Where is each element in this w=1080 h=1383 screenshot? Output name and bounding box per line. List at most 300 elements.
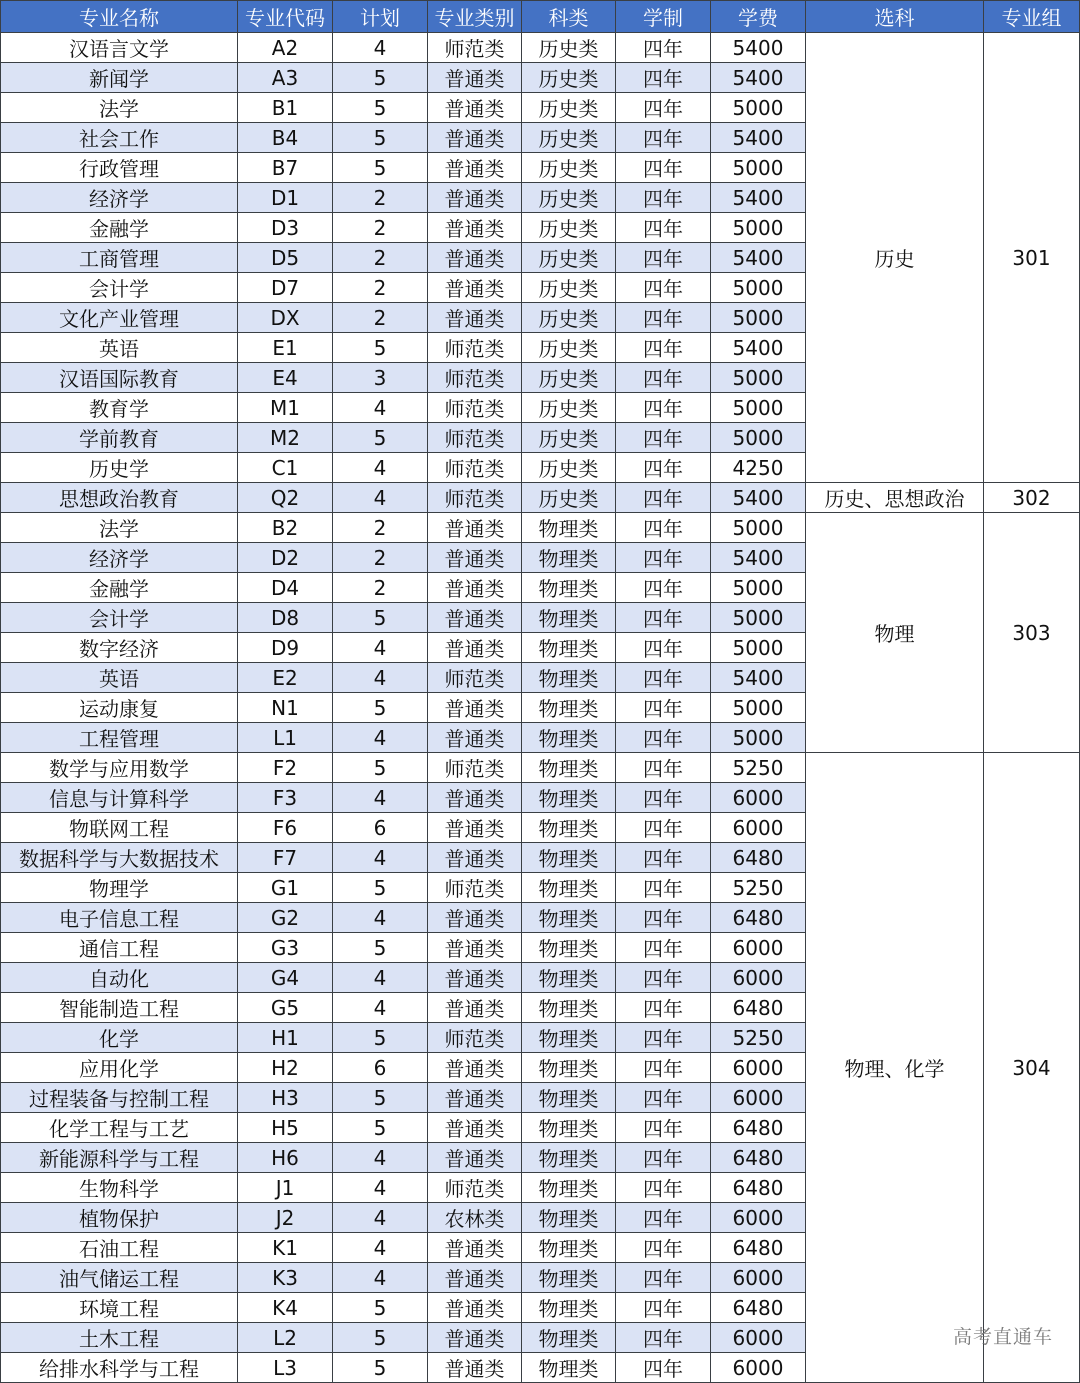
major-code-cell: B7 bbox=[238, 153, 333, 183]
duration-cell: 四年 bbox=[616, 483, 711, 513]
major-name-cell: 土木工程 bbox=[1, 1323, 238, 1353]
plan-cell: 5 bbox=[333, 423, 428, 453]
major-code-cell: H3 bbox=[238, 1083, 333, 1113]
major-code-cell: K4 bbox=[238, 1293, 333, 1323]
fee-cell: 5000 bbox=[711, 93, 806, 123]
plan-cell: 4 bbox=[333, 663, 428, 693]
duration-cell: 四年 bbox=[616, 243, 711, 273]
category-cell: 师范类 bbox=[428, 33, 522, 63]
category-cell: 普通类 bbox=[428, 123, 522, 153]
category-cell: 普通类 bbox=[428, 63, 522, 93]
major-name-cell: 工商管理 bbox=[1, 243, 238, 273]
duration-cell: 四年 bbox=[616, 1323, 711, 1353]
track-cell: 物理类 bbox=[522, 633, 616, 663]
plan-cell: 5 bbox=[333, 1023, 428, 1053]
duration-cell: 四年 bbox=[616, 603, 711, 633]
category-cell: 普通类 bbox=[428, 1083, 522, 1113]
watermark-text: 高考直通车 bbox=[952, 1326, 1053, 1348]
plan-cell: 5 bbox=[333, 603, 428, 633]
plan-cell: 3 bbox=[333, 363, 428, 393]
fee-cell: 6000 bbox=[711, 963, 806, 993]
major-code-cell: H5 bbox=[238, 1113, 333, 1143]
major-code-cell: D8 bbox=[238, 603, 333, 633]
major-name-cell: 思想政治教育 bbox=[1, 483, 238, 513]
major-code-cell: M2 bbox=[238, 423, 333, 453]
header-major-name: 专业名称 bbox=[1, 1, 238, 33]
plan-cell: 2 bbox=[333, 183, 428, 213]
plan-cell: 5 bbox=[333, 63, 428, 93]
category-cell: 普通类 bbox=[428, 843, 522, 873]
major-code-cell: G2 bbox=[238, 903, 333, 933]
category-cell: 普通类 bbox=[428, 213, 522, 243]
fee-cell: 5000 bbox=[711, 363, 806, 393]
category-cell: 普通类 bbox=[428, 1053, 522, 1083]
fee-cell: 6000 bbox=[711, 1203, 806, 1233]
header-row bbox=[1, 1, 1080, 33]
major-code-cell: D3 bbox=[238, 213, 333, 243]
track-cell: 历史类 bbox=[522, 213, 616, 243]
plan-cell: 5 bbox=[333, 693, 428, 723]
track-cell: 历史类 bbox=[522, 33, 616, 63]
duration-cell: 四年 bbox=[616, 1293, 711, 1323]
plan-cell: 2 bbox=[333, 513, 428, 543]
duration-cell: 四年 bbox=[616, 333, 711, 363]
major-code-cell: H1 bbox=[238, 1023, 333, 1053]
category-cell: 师范类 bbox=[428, 753, 522, 783]
major-name-cell: 石油工程 bbox=[1, 1233, 238, 1263]
duration-cell: 四年 bbox=[616, 543, 711, 573]
duration-cell: 四年 bbox=[616, 423, 711, 453]
plan-cell: 5 bbox=[333, 1353, 428, 1383]
category-cell: 农林类 bbox=[428, 1203, 522, 1233]
major-name-cell: 法学 bbox=[1, 513, 238, 543]
track-cell: 历史类 bbox=[522, 243, 616, 273]
track-cell: 物理类 bbox=[522, 693, 616, 723]
category-cell: 普通类 bbox=[428, 933, 522, 963]
duration-cell: 四年 bbox=[616, 153, 711, 183]
major-code-cell: J1 bbox=[238, 1173, 333, 1203]
category-cell: 师范类 bbox=[428, 423, 522, 453]
fee-cell: 5250 bbox=[711, 1023, 806, 1053]
major-name-cell: 通信工程 bbox=[1, 933, 238, 963]
major-code-cell: G5 bbox=[238, 993, 333, 1023]
group-code-cell: 304 bbox=[984, 753, 1080, 1383]
major-code-cell: D2 bbox=[238, 543, 333, 573]
duration-cell: 四年 bbox=[616, 33, 711, 63]
fee-cell: 6000 bbox=[711, 783, 806, 813]
duration-cell: 四年 bbox=[616, 813, 711, 843]
major-code-cell: L2 bbox=[238, 1323, 333, 1353]
category-cell: 普通类 bbox=[428, 603, 522, 633]
major-code-cell: D5 bbox=[238, 243, 333, 273]
duration-cell: 四年 bbox=[616, 843, 711, 873]
track-cell: 物理类 bbox=[522, 1113, 616, 1143]
major-name-cell: 数字经济 bbox=[1, 633, 238, 663]
plan-cell: 5 bbox=[333, 873, 428, 903]
major-name-cell: 会计学 bbox=[1, 273, 238, 303]
major-name-cell: 数据科学与大数据技术 bbox=[1, 843, 238, 873]
duration-cell: 四年 bbox=[616, 1113, 711, 1143]
fee-cell: 5000 bbox=[711, 423, 806, 453]
major-code-cell: DX bbox=[238, 303, 333, 333]
major-name-cell: 化学 bbox=[1, 1023, 238, 1053]
major-code-cell: D9 bbox=[238, 633, 333, 663]
major-code-cell: Q2 bbox=[238, 483, 333, 513]
duration-cell: 四年 bbox=[616, 1083, 711, 1113]
track-cell: 物理类 bbox=[522, 1053, 616, 1083]
duration-cell: 四年 bbox=[616, 993, 711, 1023]
category-cell: 普通类 bbox=[428, 1233, 522, 1263]
plan-cell: 4 bbox=[333, 633, 428, 663]
major-code-cell: G1 bbox=[238, 873, 333, 903]
major-code-cell: G4 bbox=[238, 963, 333, 993]
duration-cell: 四年 bbox=[616, 933, 711, 963]
plan-cell: 5 bbox=[333, 1293, 428, 1323]
major-name-cell: 英语 bbox=[1, 333, 238, 363]
plan-cell: 5 bbox=[333, 933, 428, 963]
duration-cell: 四年 bbox=[616, 183, 711, 213]
major-name-cell: 生物科学 bbox=[1, 1173, 238, 1203]
fee-cell: 5000 bbox=[711, 273, 806, 303]
fee-cell: 5000 bbox=[711, 153, 806, 183]
track-cell: 历史类 bbox=[522, 123, 616, 153]
duration-cell: 四年 bbox=[616, 1203, 711, 1233]
plan-cell: 4 bbox=[333, 1263, 428, 1293]
subjects-cell: 历史、思想政治 bbox=[806, 483, 984, 513]
fee-cell: 5250 bbox=[711, 753, 806, 783]
group-code-cell: 303 bbox=[984, 513, 1080, 753]
fee-cell: 6000 bbox=[711, 1083, 806, 1113]
major-name-cell: 金融学 bbox=[1, 573, 238, 603]
category-cell: 师范类 bbox=[428, 333, 522, 363]
plan-cell: 2 bbox=[333, 213, 428, 243]
plan-cell: 4 bbox=[333, 783, 428, 813]
category-cell: 普通类 bbox=[428, 783, 522, 813]
fee-cell: 5000 bbox=[711, 603, 806, 633]
track-cell: 历史类 bbox=[522, 273, 616, 303]
plan-cell: 4 bbox=[333, 843, 428, 873]
category-cell: 普通类 bbox=[428, 273, 522, 303]
fee-cell: 5400 bbox=[711, 183, 806, 213]
track-cell: 物理类 bbox=[522, 1173, 616, 1203]
plan-cell: 2 bbox=[333, 303, 428, 333]
major-code-cell: D1 bbox=[238, 183, 333, 213]
duration-cell: 四年 bbox=[616, 663, 711, 693]
category-cell: 普通类 bbox=[428, 693, 522, 723]
duration-cell: 四年 bbox=[616, 123, 711, 153]
category-cell: 普通类 bbox=[428, 1323, 522, 1353]
category-cell: 师范类 bbox=[428, 363, 522, 393]
category-cell: 普通类 bbox=[428, 543, 522, 573]
group-code-cell: 302 bbox=[984, 483, 1080, 513]
category-cell: 普通类 bbox=[428, 1293, 522, 1323]
duration-cell: 四年 bbox=[616, 1173, 711, 1203]
duration-cell: 四年 bbox=[616, 633, 711, 663]
duration-cell: 四年 bbox=[616, 903, 711, 933]
major-name-cell: 应用化学 bbox=[1, 1053, 238, 1083]
plan-cell: 5 bbox=[333, 333, 428, 363]
duration-cell: 四年 bbox=[616, 1353, 711, 1383]
major-name-cell: 给排水科学与工程 bbox=[1, 1353, 238, 1383]
fee-cell: 6000 bbox=[711, 1353, 806, 1383]
plan-cell: 5 bbox=[333, 153, 428, 183]
major-code-cell: A3 bbox=[238, 63, 333, 93]
major-name-cell: 历史学 bbox=[1, 453, 238, 483]
plan-cell: 5 bbox=[333, 1323, 428, 1353]
track-cell: 物理类 bbox=[522, 543, 616, 573]
fee-cell: 6000 bbox=[711, 1053, 806, 1083]
fee-cell: 6480 bbox=[711, 1233, 806, 1263]
track-cell: 物理类 bbox=[522, 1233, 616, 1263]
track-cell: 物理类 bbox=[522, 1023, 616, 1053]
table-row bbox=[1, 33, 1080, 63]
major-name-cell: 信息与计算科学 bbox=[1, 783, 238, 813]
track-cell: 物理类 bbox=[522, 903, 616, 933]
subjects-cell: 物理 bbox=[806, 513, 984, 753]
track-cell: 物理类 bbox=[522, 573, 616, 603]
major-code-cell: J2 bbox=[238, 1203, 333, 1233]
category-cell: 师范类 bbox=[428, 1023, 522, 1053]
category-cell: 普通类 bbox=[428, 93, 522, 123]
major-name-cell: 物联网工程 bbox=[1, 813, 238, 843]
table-body bbox=[1, 33, 1080, 1383]
plan-cell: 4 bbox=[333, 453, 428, 483]
track-cell: 物理类 bbox=[522, 723, 616, 753]
plan-cell: 2 bbox=[333, 273, 428, 303]
track-cell: 历史类 bbox=[522, 183, 616, 213]
header-major-code: 专业代码 bbox=[238, 1, 333, 33]
plan-cell: 4 bbox=[333, 1173, 428, 1203]
major-name-cell: 行政管理 bbox=[1, 153, 238, 183]
major-name-cell: 过程装备与控制工程 bbox=[1, 1083, 238, 1113]
track-cell: 历史类 bbox=[522, 393, 616, 423]
duration-cell: 四年 bbox=[616, 783, 711, 813]
track-cell: 历史类 bbox=[522, 333, 616, 363]
plan-cell: 6 bbox=[333, 813, 428, 843]
fee-cell: 5400 bbox=[711, 33, 806, 63]
duration-cell: 四年 bbox=[616, 363, 711, 393]
plan-cell: 4 bbox=[333, 393, 428, 423]
category-cell: 普通类 bbox=[428, 963, 522, 993]
fee-cell: 5000 bbox=[711, 723, 806, 753]
category-cell: 师范类 bbox=[428, 483, 522, 513]
major-name-cell: 自动化 bbox=[1, 963, 238, 993]
major-code-cell: K1 bbox=[238, 1233, 333, 1263]
category-cell: 普通类 bbox=[428, 903, 522, 933]
major-code-cell: B1 bbox=[238, 93, 333, 123]
plan-cell: 4 bbox=[333, 1143, 428, 1173]
category-cell: 普通类 bbox=[428, 633, 522, 663]
major-name-cell: 法学 bbox=[1, 93, 238, 123]
fee-cell: 5400 bbox=[711, 63, 806, 93]
track-cell: 历史类 bbox=[522, 93, 616, 123]
plan-cell: 4 bbox=[333, 1203, 428, 1233]
major-name-cell: 社会工作 bbox=[1, 123, 238, 153]
category-cell: 普通类 bbox=[428, 573, 522, 603]
fee-cell: 6480 bbox=[711, 1143, 806, 1173]
fee-cell: 5250 bbox=[711, 873, 806, 903]
plan-cell: 5 bbox=[333, 93, 428, 123]
plan-cell: 4 bbox=[333, 33, 428, 63]
major-name-cell: 智能制造工程 bbox=[1, 993, 238, 1023]
fee-cell: 5400 bbox=[711, 243, 806, 273]
track-cell: 物理类 bbox=[522, 603, 616, 633]
fee-cell: 5000 bbox=[711, 573, 806, 603]
plan-cell: 4 bbox=[333, 903, 428, 933]
major-code-cell: B4 bbox=[238, 123, 333, 153]
category-cell: 普通类 bbox=[428, 183, 522, 213]
major-name-cell: 运动康复 bbox=[1, 693, 238, 723]
header-subjects: 选科 bbox=[806, 1, 984, 33]
duration-cell: 四年 bbox=[616, 1053, 711, 1083]
major-name-cell: 工程管理 bbox=[1, 723, 238, 753]
track-cell: 物理类 bbox=[522, 963, 616, 993]
duration-cell: 四年 bbox=[616, 93, 711, 123]
major-name-cell: 新能源科学与工程 bbox=[1, 1143, 238, 1173]
header-group: 专业组 bbox=[984, 1, 1080, 33]
duration-cell: 四年 bbox=[616, 723, 711, 753]
plan-cell: 5 bbox=[333, 123, 428, 153]
duration-cell: 四年 bbox=[616, 573, 711, 603]
fee-cell: 5400 bbox=[711, 123, 806, 153]
fee-cell: 5400 bbox=[711, 543, 806, 573]
category-cell: 师范类 bbox=[428, 1173, 522, 1203]
plan-cell: 2 bbox=[333, 243, 428, 273]
category-cell: 普通类 bbox=[428, 1353, 522, 1383]
major-code-cell: F7 bbox=[238, 843, 333, 873]
fee-cell: 6000 bbox=[711, 933, 806, 963]
track-cell: 物理类 bbox=[522, 1143, 616, 1173]
major-code-cell: H2 bbox=[238, 1053, 333, 1083]
category-cell: 普通类 bbox=[428, 1113, 522, 1143]
track-cell: 物理类 bbox=[522, 873, 616, 903]
category-cell: 普通类 bbox=[428, 243, 522, 273]
category-cell: 普通类 bbox=[428, 723, 522, 753]
fee-cell: 6000 bbox=[711, 1263, 806, 1293]
plan-cell: 4 bbox=[333, 1233, 428, 1263]
header-category: 专业类别 bbox=[428, 1, 522, 33]
fee-cell: 5000 bbox=[711, 393, 806, 423]
major-name-cell: 金融学 bbox=[1, 213, 238, 243]
fee-cell: 5000 bbox=[711, 693, 806, 723]
category-cell: 师范类 bbox=[428, 873, 522, 903]
track-cell: 物理类 bbox=[522, 1323, 616, 1353]
header-fee: 学费 bbox=[711, 1, 806, 33]
plan-cell: 2 bbox=[333, 573, 428, 603]
fee-cell: 6480 bbox=[711, 843, 806, 873]
track-cell: 物理类 bbox=[522, 813, 616, 843]
duration-cell: 四年 bbox=[616, 453, 711, 483]
track-cell: 物理类 bbox=[522, 933, 616, 963]
major-name-cell: 学前教育 bbox=[1, 423, 238, 453]
major-code-cell: M1 bbox=[238, 393, 333, 423]
major-code-cell: K3 bbox=[238, 1263, 333, 1293]
major-code-cell: G3 bbox=[238, 933, 333, 963]
track-cell: 物理类 bbox=[522, 1203, 616, 1233]
major-name-cell: 文化产业管理 bbox=[1, 303, 238, 333]
duration-cell: 四年 bbox=[616, 393, 711, 423]
track-cell: 历史类 bbox=[522, 363, 616, 393]
major-code-cell: N1 bbox=[238, 693, 333, 723]
major-name-cell: 新闻学 bbox=[1, 63, 238, 93]
track-cell: 物理类 bbox=[522, 993, 616, 1023]
track-cell: 物理类 bbox=[522, 843, 616, 873]
major-name-cell: 会计学 bbox=[1, 603, 238, 633]
major-name-cell: 油气储运工程 bbox=[1, 1263, 238, 1293]
major-code-cell: E1 bbox=[238, 333, 333, 363]
major-name-cell: 物理学 bbox=[1, 873, 238, 903]
major-name-cell: 植物保护 bbox=[1, 1203, 238, 1233]
fee-cell: 5000 bbox=[711, 633, 806, 663]
category-cell: 师范类 bbox=[428, 393, 522, 423]
major-code-cell: A2 bbox=[238, 33, 333, 63]
major-name-cell: 环境工程 bbox=[1, 1293, 238, 1323]
duration-cell: 四年 bbox=[616, 303, 711, 333]
plan-cell: 5 bbox=[333, 1113, 428, 1143]
plan-cell: 4 bbox=[333, 993, 428, 1023]
category-cell: 普通类 bbox=[428, 513, 522, 543]
category-cell: 普通类 bbox=[428, 993, 522, 1023]
fee-cell: 6480 bbox=[711, 1293, 806, 1323]
header-duration: 学制 bbox=[616, 1, 711, 33]
header-plan: 计划 bbox=[333, 1, 428, 33]
track-cell: 历史类 bbox=[522, 453, 616, 483]
group-code-cell: 301 bbox=[984, 33, 1080, 483]
duration-cell: 四年 bbox=[616, 213, 711, 243]
duration-cell: 四年 bbox=[616, 513, 711, 543]
track-cell: 历史类 bbox=[522, 423, 616, 453]
major-name-cell: 汉语国际教育 bbox=[1, 363, 238, 393]
major-name-cell: 经济学 bbox=[1, 543, 238, 573]
category-cell: 师范类 bbox=[428, 453, 522, 483]
duration-cell: 四年 bbox=[616, 963, 711, 993]
duration-cell: 四年 bbox=[616, 1263, 711, 1293]
track-cell: 物理类 bbox=[522, 1083, 616, 1113]
fee-cell: 5000 bbox=[711, 303, 806, 333]
subjects-cell: 历史 bbox=[806, 33, 984, 483]
track-cell: 历史类 bbox=[522, 303, 616, 333]
major-code-cell: B2 bbox=[238, 513, 333, 543]
major-name-cell: 电子信息工程 bbox=[1, 903, 238, 933]
track-cell: 物理类 bbox=[522, 1353, 616, 1383]
table-row bbox=[1, 513, 1080, 543]
duration-cell: 四年 bbox=[616, 753, 711, 783]
fee-cell: 6480 bbox=[711, 1173, 806, 1203]
major-name-cell: 英语 bbox=[1, 663, 238, 693]
major-code-cell: L3 bbox=[238, 1353, 333, 1383]
duration-cell: 四年 bbox=[616, 1233, 711, 1263]
fee-cell: 5000 bbox=[711, 213, 806, 243]
major-code-cell: F6 bbox=[238, 813, 333, 843]
track-cell: 物理类 bbox=[522, 513, 616, 543]
track-cell: 物理类 bbox=[522, 663, 616, 693]
plan-cell: 5 bbox=[333, 1083, 428, 1113]
major-code-cell: L1 bbox=[238, 723, 333, 753]
track-cell: 物理类 bbox=[522, 1263, 616, 1293]
duration-cell: 四年 bbox=[616, 873, 711, 903]
major-code-cell: E2 bbox=[238, 663, 333, 693]
duration-cell: 四年 bbox=[616, 1023, 711, 1053]
fee-cell: 6480 bbox=[711, 1113, 806, 1143]
table-row bbox=[1, 753, 1080, 783]
major-name-cell: 数学与应用数学 bbox=[1, 753, 238, 783]
duration-cell: 四年 bbox=[616, 273, 711, 303]
major-code-cell: H6 bbox=[238, 1143, 333, 1173]
plan-cell: 5 bbox=[333, 753, 428, 783]
plan-cell: 4 bbox=[333, 483, 428, 513]
fee-cell: 6480 bbox=[711, 903, 806, 933]
fee-cell: 4250 bbox=[711, 453, 806, 483]
